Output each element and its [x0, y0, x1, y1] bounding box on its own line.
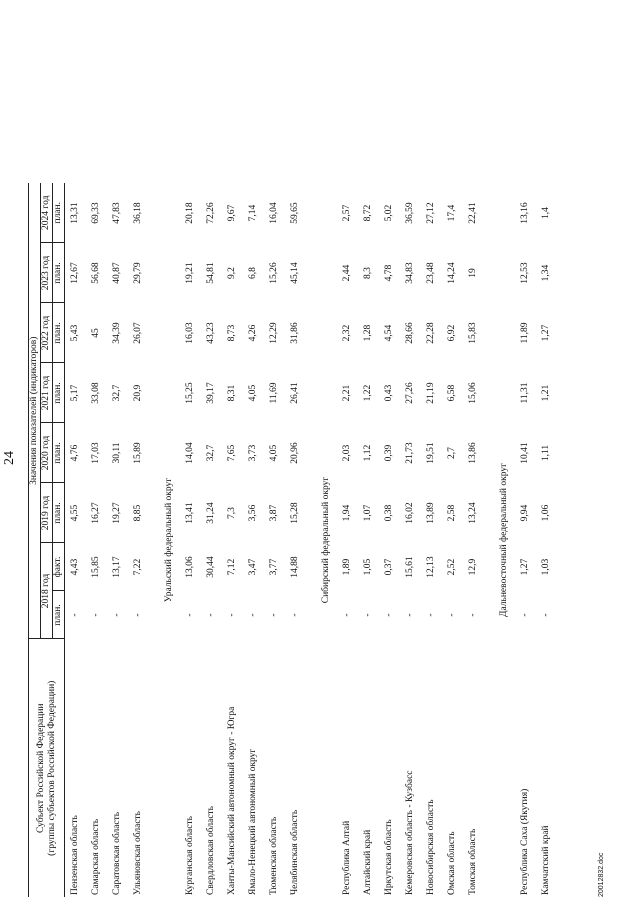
- value-cell: 1,06: [541, 504, 551, 522]
- value-cell: 15,89: [133, 442, 143, 464]
- value-cell: -: [363, 613, 373, 617]
- value-cell: 0,43: [384, 384, 394, 402]
- value-cell: 7,65: [227, 444, 237, 462]
- value-cell: 23,48: [426, 262, 436, 284]
- value-cell: -: [70, 613, 80, 617]
- value-cell: 15,85: [91, 556, 101, 578]
- value-cell: 13,06: [185, 556, 195, 578]
- value-cell: 12,53: [520, 262, 530, 284]
- value-cell: -: [541, 613, 551, 617]
- table-row: [65, 183, 87, 897]
- table-row: [400, 183, 421, 897]
- value-cell: 3,77: [269, 558, 279, 576]
- value-cell: 4,76: [70, 444, 80, 462]
- value-cell: -: [447, 613, 457, 617]
- value-cell: 14,24: [447, 262, 457, 284]
- value-cell: 16,04: [269, 202, 279, 224]
- subject-name-cell: Пензенская область: [70, 815, 80, 895]
- value-cell: 5,02: [384, 204, 394, 222]
- value-cell: 29,79: [133, 262, 143, 284]
- subject-name-cell: Ульяновская область: [133, 810, 143, 895]
- section-title: Уральский федеральный округ: [164, 477, 174, 603]
- value-cell: -: [405, 613, 415, 617]
- value-cell: 19,27: [112, 502, 122, 524]
- value-cell: 1,34: [541, 264, 551, 282]
- value-cell: -: [342, 613, 352, 617]
- table-row: [107, 183, 128, 897]
- value-cell: 9,94: [520, 504, 530, 522]
- value-cell: 40,87: [112, 262, 122, 284]
- value-cell: 39,17: [206, 382, 216, 404]
- subject-name-cell: Свердловская область: [206, 805, 216, 895]
- subject-name-cell: Новосибирская область: [426, 799, 436, 895]
- value-cell: 34,83: [405, 262, 415, 284]
- value-cell: 3,73: [248, 444, 258, 462]
- value-cell: -: [206, 613, 216, 617]
- fact-header: факт.: [53, 543, 65, 591]
- table-row: [463, 183, 484, 897]
- value-cell: 20,18: [185, 202, 195, 224]
- section-header-row: [494, 183, 515, 897]
- value-cell: 15,06: [468, 382, 478, 404]
- table-row: [264, 183, 285, 897]
- value-cell: 34,39: [112, 322, 122, 344]
- value-cell: 15,28: [290, 502, 300, 524]
- value-cell: 13,86: [468, 442, 478, 464]
- table-row: [128, 183, 149, 897]
- table-row: [536, 183, 557, 897]
- value-cell: 14,88: [290, 556, 300, 578]
- year-header: 2021 год: [41, 363, 53, 423]
- value-cell: 32,7: [206, 444, 216, 462]
- spacer-row: [149, 183, 159, 897]
- table-row: [86, 183, 107, 897]
- value-cell: 1,12: [363, 444, 373, 462]
- value-cell: 12,9: [468, 558, 478, 576]
- value-cell: 8,72: [363, 204, 373, 222]
- subject-header: [29, 639, 65, 897]
- value-cell: 2,32: [342, 324, 352, 342]
- value-cell: 15,26: [269, 262, 279, 284]
- plan-header: план.: [53, 483, 65, 543]
- value-cell: 1,05: [363, 558, 373, 576]
- value-cell: 11,89: [520, 322, 530, 344]
- value-cell: 30,44: [206, 556, 216, 578]
- year-header: 2019 год: [41, 483, 53, 543]
- year-header: 2020 год: [41, 423, 53, 483]
- value-cell: -: [112, 613, 122, 617]
- value-cell: 2,7: [447, 447, 457, 459]
- value-cell: 9,2: [227, 267, 237, 279]
- year-header: 2018 год: [41, 543, 53, 639]
- subject-name-cell: Камчатский край: [541, 825, 551, 895]
- subject-name-cell: Челябинская область: [290, 809, 300, 895]
- table-row: [180, 183, 201, 897]
- value-cell: 6,58: [447, 384, 457, 402]
- value-cell: 4,54: [384, 324, 394, 342]
- value-cell: 8,73: [227, 324, 237, 342]
- table-row: [379, 183, 400, 897]
- plan-header: план.: [53, 303, 65, 363]
- section-header-row: [316, 183, 337, 897]
- subject-name-cell: Кемеровская область - Кузбасс: [405, 770, 415, 895]
- value-cell: -: [248, 613, 258, 617]
- value-cell: 22,28: [426, 322, 436, 344]
- year-header: 2023 год: [41, 243, 53, 303]
- value-cell: 45: [91, 328, 101, 338]
- value-cell: 59,65: [290, 202, 300, 224]
- spacer-cell: [484, 183, 494, 897]
- value-cell: 2,52: [447, 558, 457, 576]
- spacer-cell: [306, 183, 316, 897]
- value-cell: 21,73: [405, 442, 415, 464]
- value-cell: 3,47: [248, 558, 258, 576]
- value-cell: -: [133, 613, 143, 617]
- value-cell: 19: [468, 268, 478, 278]
- value-cell: 19,51: [426, 442, 436, 464]
- value-cell: 2,03: [342, 444, 352, 462]
- value-cell: 0,38: [384, 504, 394, 522]
- value-cell: -: [185, 613, 195, 617]
- value-cell: 27,12: [426, 202, 436, 224]
- value-cell: 11,31: [520, 382, 530, 404]
- value-cell: 15,61: [405, 556, 415, 578]
- value-cell: 1,22: [363, 384, 373, 402]
- value-cell: 69,33: [91, 202, 101, 224]
- value-cell: 5,17: [70, 384, 80, 402]
- value-cell: -: [269, 613, 279, 617]
- value-cell: 1,27: [520, 558, 530, 576]
- plan-header: план.: [53, 591, 65, 639]
- value-cell: -: [91, 613, 101, 617]
- value-cell: 3,87: [269, 504, 279, 522]
- value-cell: 14,04: [185, 442, 195, 464]
- subject-name-cell: Курганская область: [185, 816, 195, 895]
- subject-name-cell: Омская область: [447, 831, 457, 895]
- value-cell: 1,94: [342, 504, 352, 522]
- value-cell: 10,41: [520, 442, 530, 464]
- value-cell: 13,16: [520, 202, 530, 224]
- value-cell: -: [426, 613, 436, 617]
- table-row: [222, 183, 243, 897]
- value-cell: 43,23: [206, 322, 216, 344]
- value-cell: 4,26: [248, 324, 258, 342]
- value-cell: 4,05: [248, 384, 258, 402]
- value-cell: 32,7: [112, 384, 122, 402]
- value-cell: 36,18: [133, 202, 143, 224]
- value-cell: 8,31: [227, 384, 237, 402]
- value-cell: -: [290, 613, 300, 617]
- value-cell: 20,96: [290, 442, 300, 464]
- value-cell: 45,14: [290, 262, 300, 284]
- value-cell: 0,37: [384, 558, 394, 576]
- value-cell: 2,58: [447, 504, 457, 522]
- value-cell: 12,29: [269, 322, 279, 344]
- subject-name-cell: Республика Саха (Якутия): [520, 788, 530, 895]
- value-cell: 54,81: [206, 262, 216, 284]
- subject-label: Субъект Российской Федерации: [35, 703, 46, 834]
- value-cell: 9,67: [227, 204, 237, 222]
- value-cell: -: [384, 613, 394, 617]
- value-cell: 72,26: [206, 202, 216, 224]
- value-cell: 3,56: [248, 504, 258, 522]
- value-cell: 11,69: [269, 382, 279, 404]
- value-cell: 13,17: [112, 556, 122, 578]
- document-id: 20012832.doc: [598, 852, 605, 897]
- value-cell: 20,9: [133, 384, 143, 402]
- value-cell: 31,86: [290, 322, 300, 344]
- section-title: Сибирский федеральный округ: [321, 476, 331, 604]
- value-cell: 7,22: [133, 558, 143, 576]
- subject-name-cell: Томская область: [468, 828, 478, 895]
- value-cell: 13,31: [70, 202, 80, 224]
- value-cell: 26,41: [290, 382, 300, 404]
- value-cell: 17,03: [91, 442, 101, 464]
- plan-header: план.: [53, 183, 65, 243]
- spacer-row: [484, 183, 494, 897]
- value-cell: 13,41: [185, 502, 195, 524]
- value-cell: 1,07: [363, 504, 373, 522]
- value-cell: 8,85: [133, 504, 143, 522]
- value-cell: 4,43: [70, 558, 80, 576]
- value-cell: 16,27: [91, 502, 101, 524]
- plan-header: план.: [53, 243, 65, 303]
- subject-sublabel: (группы субъектов Российской Федерации): [46, 680, 57, 856]
- value-cell: 33,08: [91, 382, 101, 404]
- value-cell: 15,83: [468, 322, 478, 344]
- year-header: 2024 год: [41, 183, 53, 243]
- value-cell: 5,43: [70, 324, 80, 342]
- value-cell: 1,4: [541, 207, 551, 219]
- subject-name-cell: Ямало-Ненецкий автономный округ: [248, 748, 258, 895]
- value-cell: 2,21: [342, 384, 352, 402]
- table-row: [358, 183, 379, 897]
- value-cell: 27,26: [405, 382, 415, 404]
- section-header-row: [159, 183, 180, 897]
- value-cell: 4,55: [70, 504, 80, 522]
- value-cell: 6,8: [248, 267, 258, 279]
- table-row: [421, 183, 442, 897]
- value-cell: 16,02: [405, 502, 415, 524]
- value-cell: 0,39: [384, 444, 394, 462]
- value-cell: 2,57: [342, 204, 352, 222]
- value-cell: 4,05: [269, 444, 279, 462]
- value-cell: 22,41: [468, 202, 478, 224]
- value-cell: 21,19: [426, 382, 436, 404]
- value-cell: 12,67: [70, 262, 80, 284]
- spacer-row: [306, 183, 316, 897]
- table-body: [65, 183, 558, 897]
- page-number: 24: [2, 451, 17, 465]
- values-header: Значения показателей (индикаторов): [29, 183, 41, 639]
- value-cell: 26,07: [133, 322, 143, 344]
- table-row: [201, 183, 222, 897]
- value-cell: 47,83: [112, 202, 122, 224]
- value-cell: 19,21: [185, 262, 195, 284]
- value-cell: -: [227, 613, 237, 617]
- value-cell: 13,89: [426, 502, 436, 524]
- value-cell: 6,92: [447, 324, 457, 342]
- value-cell: 36,59: [405, 202, 415, 224]
- subject-name-cell: Самарская область: [91, 818, 101, 895]
- value-cell: 4,78: [384, 264, 394, 282]
- value-cell: 15,25: [185, 382, 195, 404]
- value-cell: 12,13: [426, 556, 436, 578]
- value-cell: 13,24: [468, 502, 478, 524]
- value-cell: 2,44: [342, 264, 352, 282]
- table-row: [515, 183, 536, 897]
- subject-name-cell: Алтайский край: [363, 829, 373, 895]
- indicators-table: [28, 183, 557, 897]
- year-header: 2022 год: [41, 303, 53, 363]
- subject-name-cell: Ханты-Мансийский автономный округ - Югра: [227, 706, 237, 895]
- value-cell: 7,14: [248, 204, 258, 222]
- value-cell: 16,03: [185, 322, 195, 344]
- table-row: [243, 183, 264, 897]
- value-cell: -: [468, 613, 478, 617]
- table-row: [337, 183, 358, 897]
- section-title: Дальневосточный федеральный округ: [499, 463, 509, 617]
- value-cell: 1,11: [541, 444, 551, 462]
- value-cell: 17,4: [447, 204, 457, 222]
- subject-name-cell: Республика Алтай: [342, 820, 352, 895]
- table-row: [442, 183, 463, 897]
- value-cell: 1,89: [342, 558, 352, 576]
- subject-name-cell: Иркутская область: [384, 819, 394, 895]
- value-cell: 56,68: [91, 262, 101, 284]
- plan-header: план.: [53, 423, 65, 483]
- value-cell: 1,03: [541, 558, 551, 576]
- value-cell: 7,12: [227, 558, 237, 576]
- value-cell: 30,11: [112, 442, 122, 464]
- value-cell: 31,24: [206, 502, 216, 524]
- value-cell: 28,66: [405, 322, 415, 344]
- plan-header: план.: [53, 363, 65, 423]
- value-cell: 1,21: [541, 384, 551, 402]
- value-cell: -: [520, 613, 530, 617]
- table-header: [29, 183, 65, 897]
- subject-name-cell: Тюменская область: [269, 816, 279, 895]
- value-cell: 1,28: [363, 324, 373, 342]
- table-row: [285, 183, 306, 897]
- value-cell: 8,3: [363, 267, 373, 279]
- value-cell: 1,27: [541, 324, 551, 342]
- value-cell: 7,3: [227, 507, 237, 519]
- spacer-cell: [149, 183, 159, 897]
- subject-name-cell: Саратовская область: [112, 811, 122, 895]
